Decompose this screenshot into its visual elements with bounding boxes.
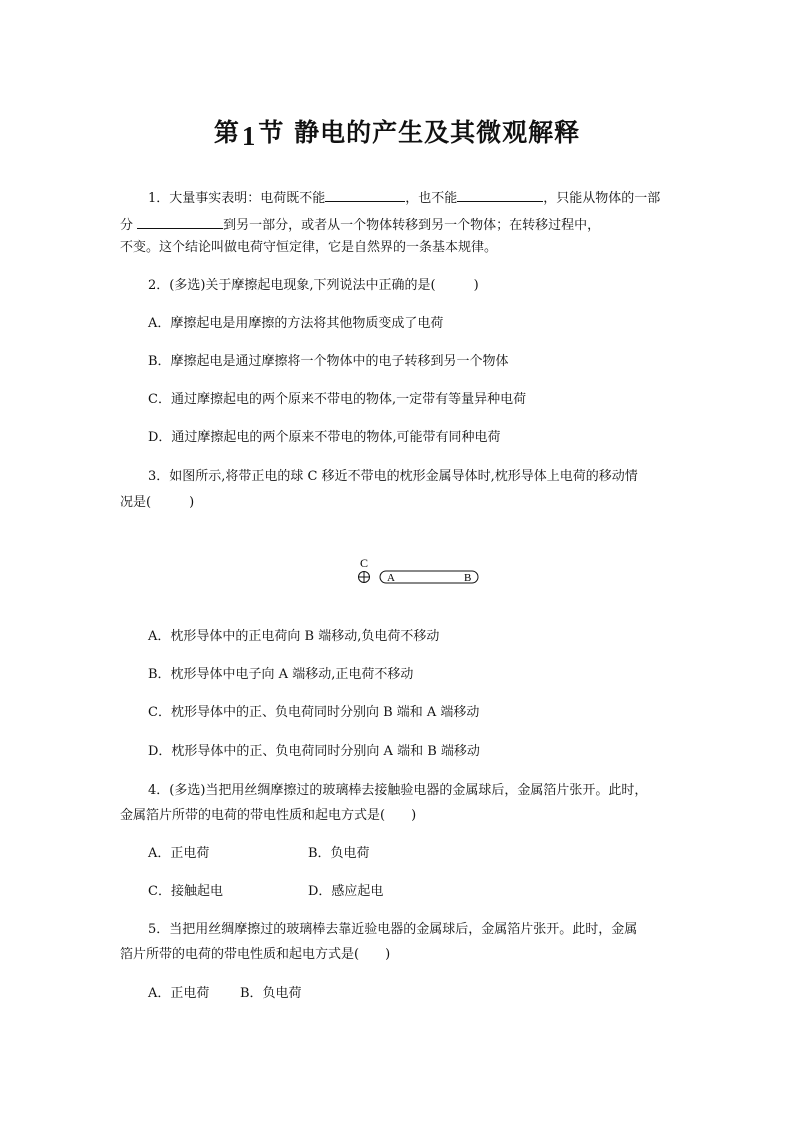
q5-options-row bbox=[148, 984, 302, 1004]
q4-option-d: D．感应起电 bbox=[308, 884, 384, 899]
q4-option-a: A．正电荷 bbox=[148, 846, 210, 861]
answer-blank[interactable] bbox=[457, 187, 543, 202]
q1-line-2: 分 到另一部分，或者从一个物体转移到另一个物体；在转移过程中， bbox=[120, 214, 600, 236]
q4-option-b: B．负电荷 bbox=[308, 846, 370, 861]
q5-stem-line-2: 箔片所带的电荷的带电性质和起电方式是( ) bbox=[120, 947, 391, 962]
ball-c-label: C bbox=[359, 556, 369, 570]
answer-blank[interactable] bbox=[137, 214, 223, 229]
q2-stem: 2．(多选)关于摩擦起电现象,下列说法中正确的是( ) bbox=[148, 278, 479, 293]
q3-stem-line-2: 况是( ) bbox=[120, 495, 195, 510]
charged-ball-conductor-figure bbox=[354, 554, 484, 590]
end-b-label: B bbox=[464, 572, 472, 584]
q3-stem-line-1: 3．如图所示,将带正电的球 C 移近不带电的枕形金属导体时,枕形导体上电荷的移动情 bbox=[148, 469, 638, 484]
page-title: 第1节 静电的产生及其微观解释 bbox=[213, 118, 581, 151]
q3-option-c: C．枕形导体中的正、负电荷同时分别向 B 端和 A 端移动 bbox=[148, 705, 480, 720]
q2-option-a: A．摩擦起电是用摩擦的方法将其他物质变成了电荷 bbox=[148, 316, 444, 331]
q1-line-3: 不变。这个结论叫做电荷守恒定律，它是自然界的一条基本规律。 bbox=[120, 240, 498, 255]
q1-line-1: 1．大量事实表明：电荷既不能 ，也不能 ，只能从物体的一部 bbox=[148, 187, 660, 209]
q5-stem-line-1: 5．当把用丝绸摩擦过的玻璃棒去靠近验电器的金属球后，金属箔片张开。此时，金属 bbox=[148, 922, 638, 937]
q2-option-b: B．摩擦起电是通过摩擦将一个物体中的电子转移到另一个物体 bbox=[148, 354, 509, 369]
q5-option-a: A．正电荷 bbox=[148, 986, 210, 1001]
q3-option-b: B．枕形导体中电子向 A 端移动,正电荷不移动 bbox=[148, 667, 414, 682]
q3-option-d: D．枕形导体中的正、负电荷同时分别向 A 端和 B 端移动 bbox=[148, 744, 480, 759]
answer-blank[interactable] bbox=[325, 187, 405, 202]
q5-option-b: B．负电荷 bbox=[240, 986, 302, 1001]
q2-option-c: C．通过摩擦起电的两个原来不带电的物体,一定带有等量异种电荷 bbox=[148, 392, 527, 407]
q4-option-c: C．接触起电 bbox=[148, 884, 223, 899]
q4-stem-line-1: 4．(多选)当把用丝绸摩擦过的玻璃棒去接触验电器的金属球后，金属箔片张开。此时， bbox=[148, 783, 648, 798]
q4-stem-line-2: 金属箔片所带的电荷的带电性质和起电方式是( ) bbox=[120, 808, 417, 823]
q3-option-a: A．枕形导体中的正电荷向 B 端移动,负电荷不移动 bbox=[148, 629, 440, 644]
q4-options-row-1 bbox=[148, 844, 370, 864]
q2-option-d: D．通过摩擦起电的两个原来不带电的物体,可能带有同种电荷 bbox=[148, 430, 501, 445]
q4-options-row-2 bbox=[148, 882, 383, 902]
end-a-label: A bbox=[387, 572, 395, 584]
